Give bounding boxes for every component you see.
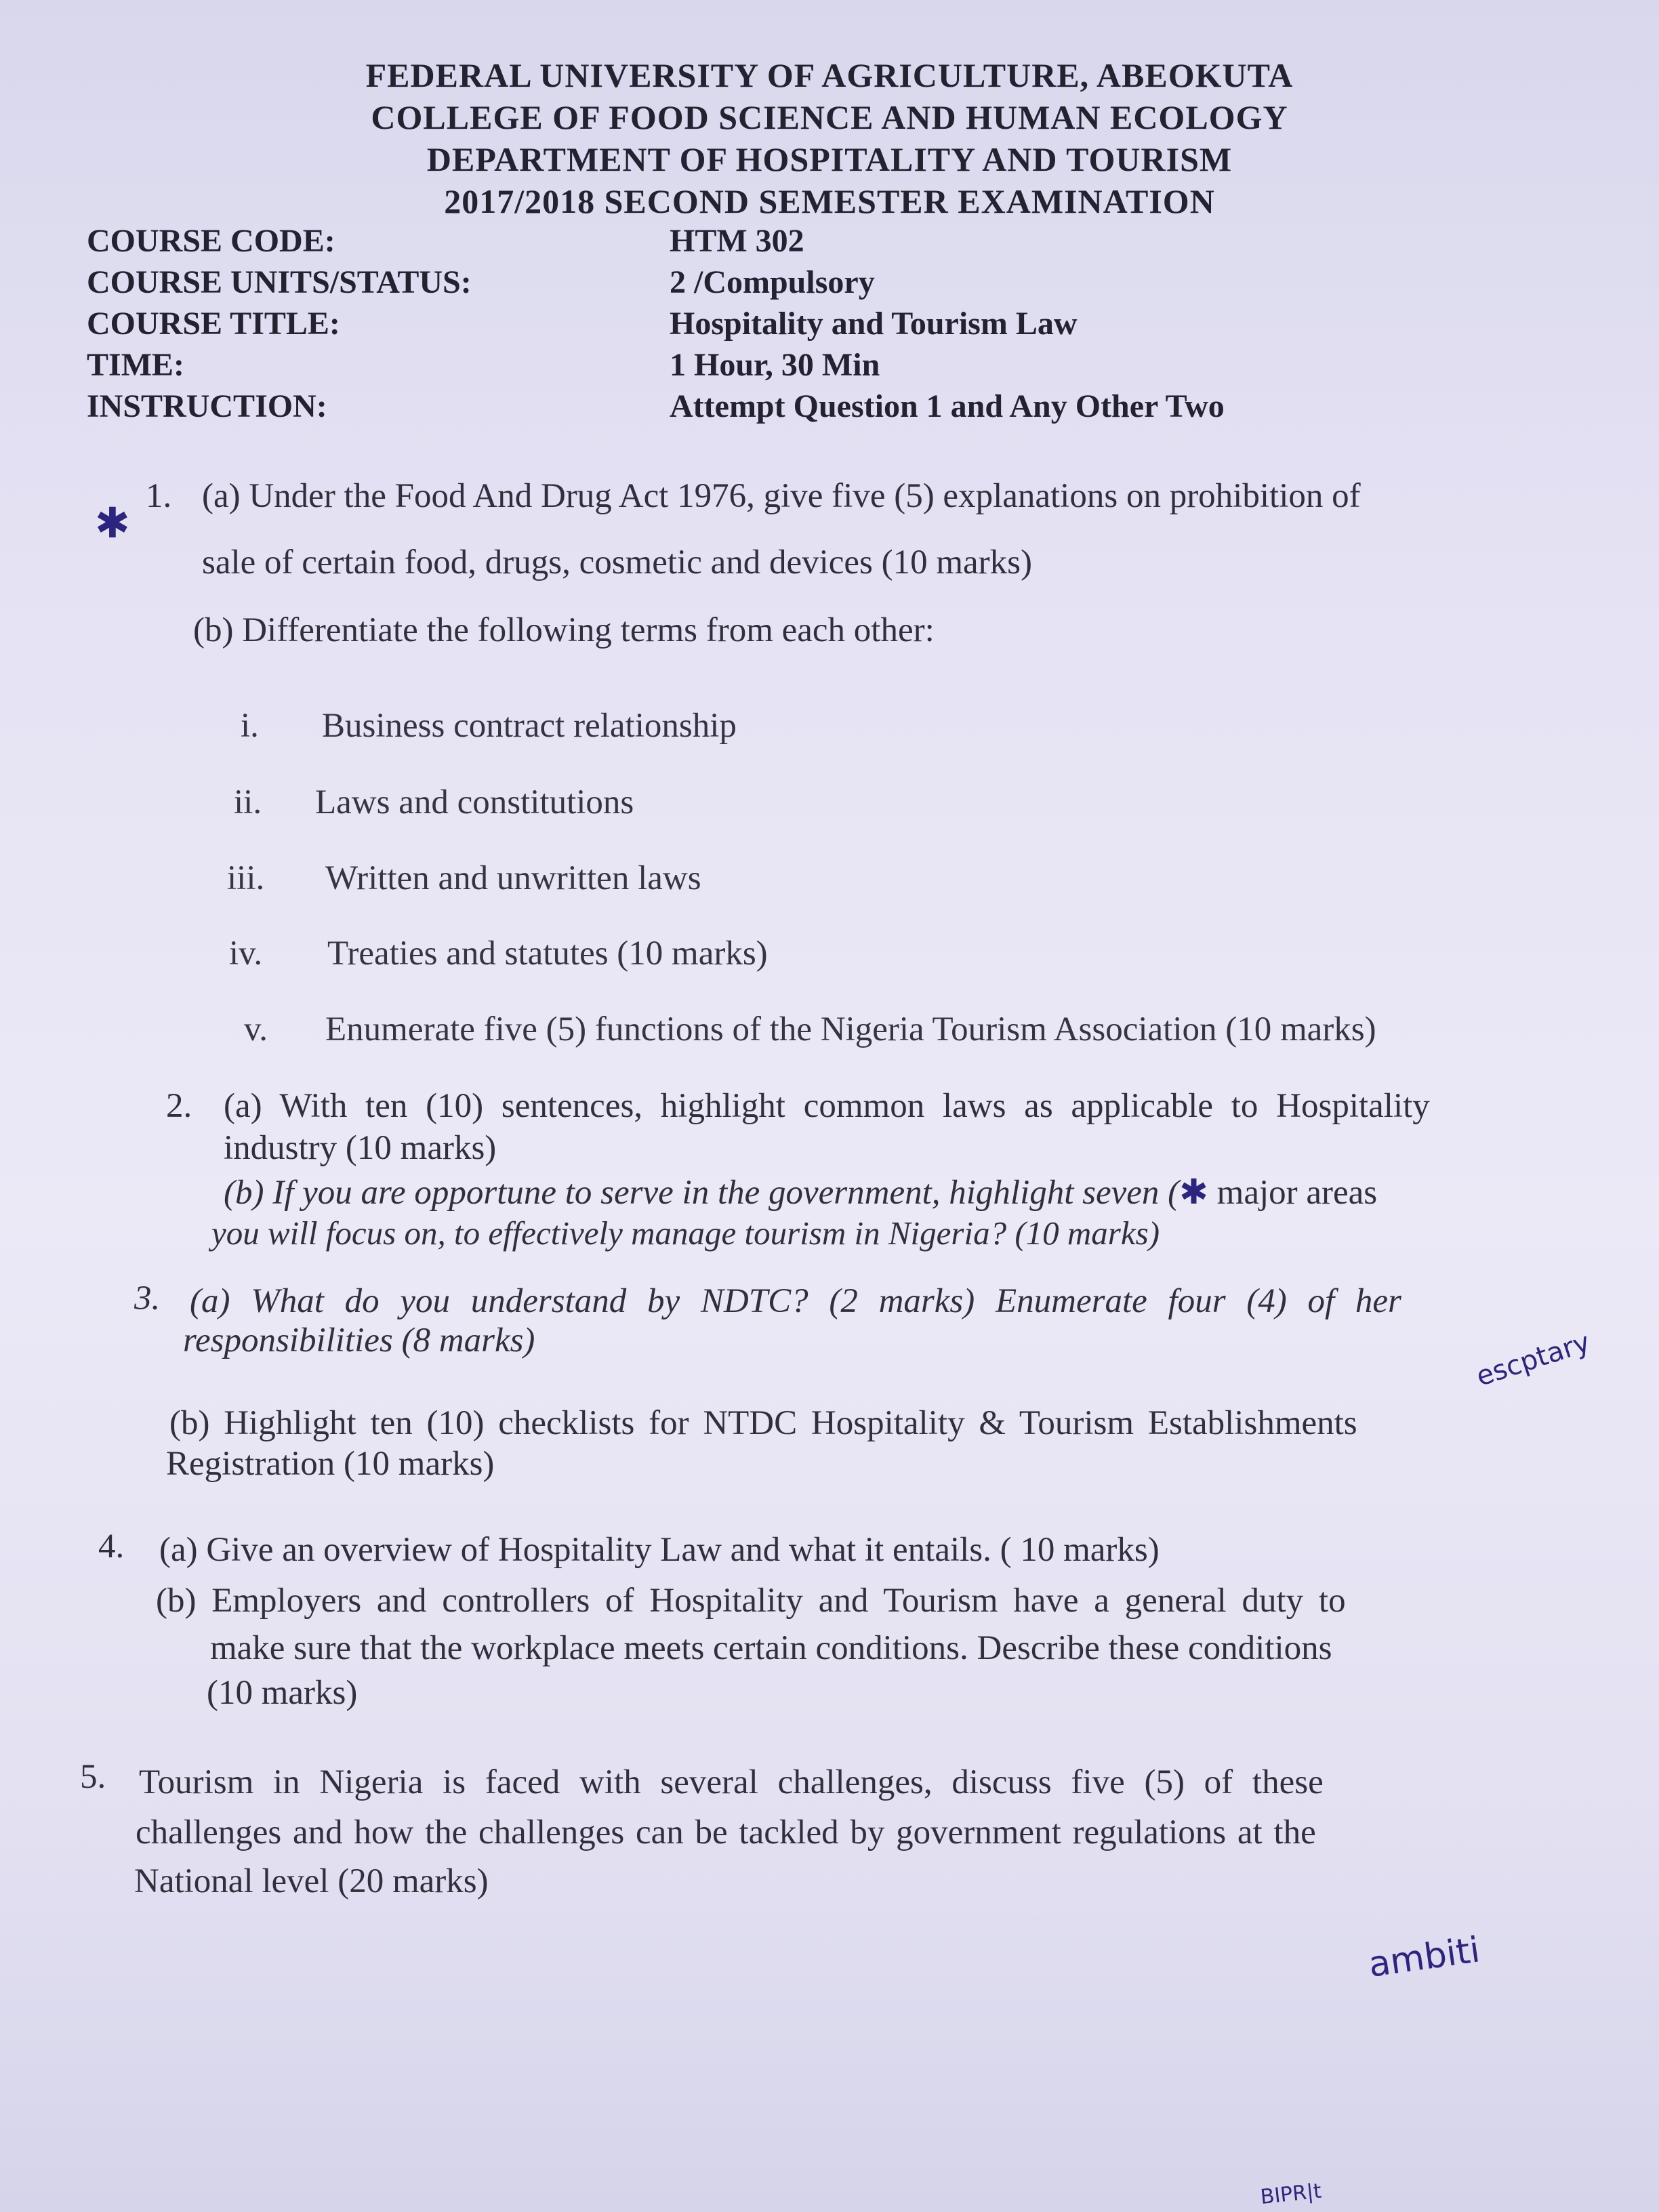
question-number: 4. [98,1528,125,1565]
exam-title: 2017/2018 SECOND SEMESTER EXAMINATION [444,182,1215,220]
item-numeral: iii. [227,859,265,897]
time-value: 1 Hour, 30 Min [670,347,880,383]
question-1a-line-1: (a) Under the Food And Drug Act 1976, give five (5) explanations on prohibition of [202,477,1361,515]
item-text: Enumerate five (5) functions of the Nigeria Tourism Association (10 marks) [325,1010,1376,1048]
instruction-row [87,386,1225,427]
university-name: FEDERAL UNIVERSITY OF AGRICULTURE, ABEOKUTA [365,56,1294,94]
item-numeral: v. [244,1010,268,1048]
question-4a: (a) Give an overview of Hospitality Law and what it entails. ( 10 marks) [159,1531,1160,1569]
item-text: Written and unwritten laws [325,859,701,897]
question-1b: (b) Differentiate the following terms from each other: [193,611,935,649]
question-5-line-3: National level (20 marks) [134,1862,489,1900]
exam-header [0,54,1659,222]
question-number: 2. [166,1087,192,1125]
course-code-label: COURSE CODE: [87,223,335,259]
instruction-label: INSTRUCTION: [87,388,327,424]
course-title-value: Hospitality and Tourism Law [670,306,1078,342]
question-3a-line-2: responsibilities (8 marks) [183,1322,535,1359]
question-5-line-2: challenges and how the challenges can be tackled by government regulations at the [136,1814,1316,1851]
item-text: Laws and constitutions [315,783,634,821]
list-item [241,706,737,745]
question-3b-line-2: Registration (10 marks) [166,1445,495,1483]
course-details [87,220,1225,427]
course-units-label: COURSE UNITS/STATUS: [87,264,472,300]
course-code-row [87,220,1225,262]
course-title-row [87,303,1225,344]
question-2a-line-2: industry (10 marks) [224,1129,497,1167]
question-4b-line-3: (10 marks) [207,1674,358,1712]
question-3b-line-1: (b) Highlight ten (10) checklists for NTDC Hospitality & Tourism Establishments [169,1404,1357,1442]
handwritten-note-escptary: escptary [1472,1326,1594,1393]
item-numeral: iv. [229,935,263,972]
course-units-value: 2 /Compulsory [670,264,875,300]
handwritten-note-bottom: BIPR|t [1259,2179,1323,2209]
question-5-line-1: Tourism in Nigeria is faced with several challenges, discuss five (5) of these [139,1763,1324,1801]
list-item [234,783,634,822]
list-item [244,1010,1376,1049]
department-name: DEPARTMENT OF HOSPITALITY AND TOURISM [426,140,1233,178]
handwritten-note-ambiti: ambiti [1366,1929,1483,1986]
question-1a-line-2: sale of certain food, drugs, cosmetic and devices (10 marks) [202,544,1032,581]
course-units-row [87,262,1225,303]
course-code-value: HTM 302 [670,223,804,259]
college-name: COLLEGE OF FOOD SCIENCE AND HUMAN ECOLOGY [371,98,1288,136]
question-4b-line-1: (b) Employers and controllers of Hospitality and Tourism have a general duty to [156,1582,1346,1620]
course-title-label: COURSE TITLE: [87,306,340,342]
item-numeral: i. [241,707,259,745]
item-numeral: ii. [234,783,262,821]
question-number: 5. [80,1758,106,1796]
question-2b-line-1-start: (b) If you are opportune to serve in the government, highlight seven ( [224,1174,1180,1212]
question-number: 3. [134,1279,161,1317]
item-text: Business contract relationship [322,707,737,745]
list-item [227,859,701,898]
time-label: TIME: [87,347,184,383]
question-2a-line-1: (a) With ten (10) sentences, highlight common laws as applicable to Hospitality [224,1087,1430,1125]
question-3a-line-1: (a) What do you understand by NDTC? (2 marks) Enumerate four (4) of her [190,1282,1401,1320]
scribble-icon: ✱ [1179,1174,1208,1212]
handwritten-star: ✱ [95,498,130,548]
instruction-value: Attempt Question 1 and Any Other Two [670,388,1225,424]
question-2b-line-2: you will focus on, to effectively manage tourism in Nigeria? (10 marks) [211,1214,1160,1252]
time-row [87,344,1225,386]
item-text: Treaties and statutes (10 marks) [327,935,768,972]
question-number: 1. [146,477,172,515]
list-item [229,934,768,973]
question-4b-line-2: make sure that the workplace meets certain conditions. Describe these conditions [210,1629,1332,1667]
question-2b-line-1-end: major areas [1208,1174,1378,1212]
question-2b-line-1 [224,1171,1377,1214]
